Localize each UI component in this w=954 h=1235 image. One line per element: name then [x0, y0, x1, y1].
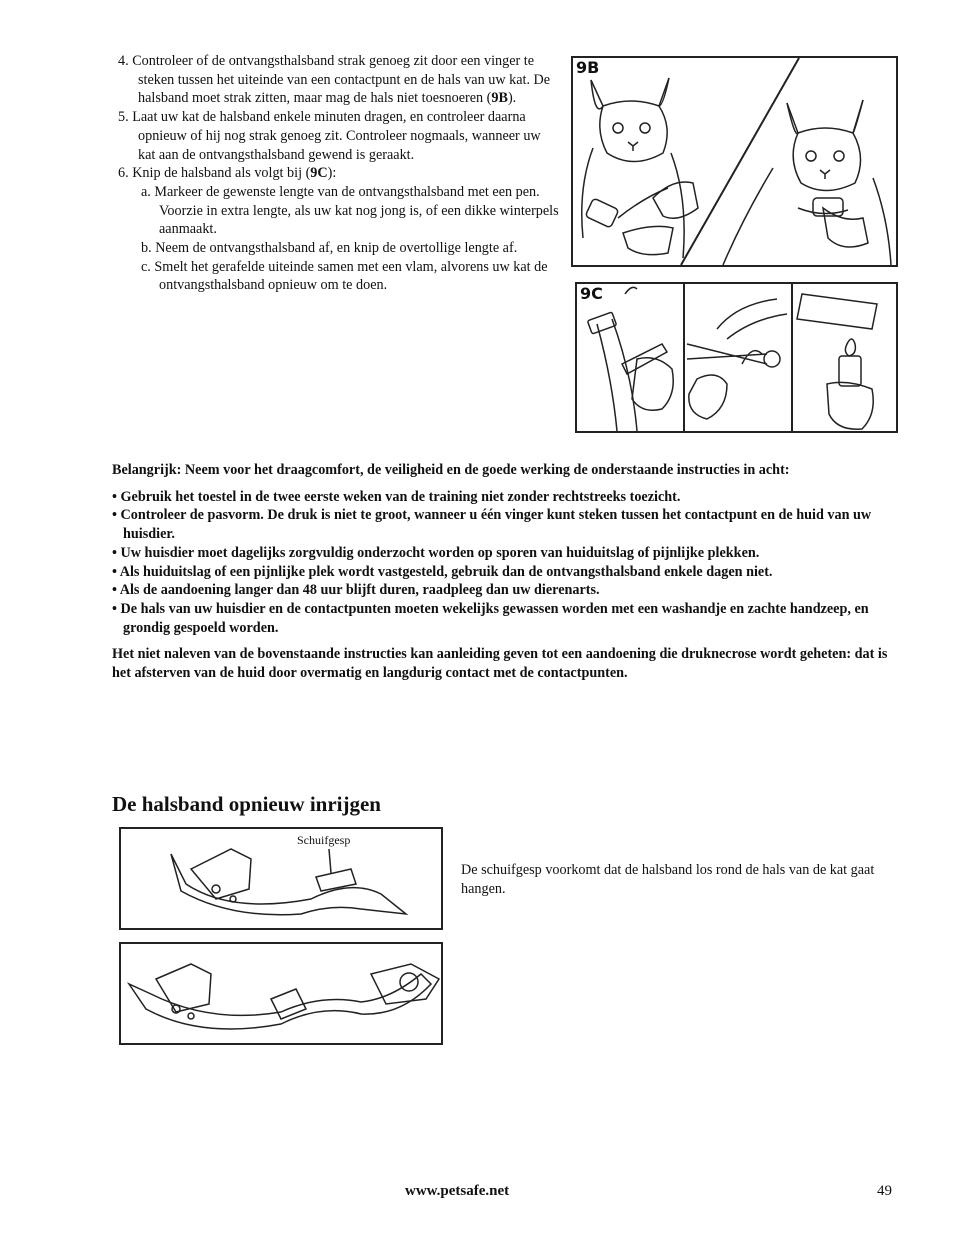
buckle-label: Schuifgesp — [297, 833, 351, 847]
list-item: • Uw huisdier moet dagelijks zorgvuldig onderzocht worden op sporen van huiduitslag of pijnlijke plekken. — [112, 544, 902, 563]
footer-url: www.petsafe.net — [405, 1183, 510, 1199]
instruction-steps — [110, 52, 560, 295]
list-item: • Controleer de pasvorm. De druk is niet te groot, wanneer u één vinger kunt steken tussen het contactpunt en de huid van uw huisdier. — [112, 506, 902, 543]
instruction-substep — [110, 183, 560, 239]
figure-9c-label: 9C — [580, 284, 603, 303]
collar-with-receiver-illustration — [121, 944, 441, 1043]
buckle-caption: De schuifgesp voorkomt dat de halsband los rond de hals van de kat gaat hangen. — [461, 862, 875, 897]
collar-with-buckle-illustration — [121, 829, 441, 928]
pressure-necrosis-warning: Het niet naleven van de bovenstaande instructies kan aanleiding geven tot een aandoening die druknecrose wordt geheten: dat is het afsterven van de huid door overmatig en langdurig contact met de contactpunten. — [112, 646, 888, 682]
figure-reference: 9C — [310, 165, 328, 182]
collar-receiver-figure — [119, 942, 443, 1045]
list-item: • Gebruik het toestel in de twee eerste weken van de training niet zonder rechtstreeks toezicht. — [112, 488, 902, 507]
list-item: • Als de aandoening langer dan 48 uur blijft duren, raadpleeg dan uw dierenarts. — [112, 581, 902, 600]
list-item: • De hals van uw huisdier en de contactpunten moeten wekelijks gewassen worden met een washandje en zachte handzeep, en grondig gespoeld worden. — [112, 600, 902, 637]
figure-9c — [575, 282, 898, 433]
figure-9b — [571, 56, 898, 267]
instruction-step — [110, 52, 560, 108]
instruction-step — [110, 164, 560, 183]
step-text: 5. Laat uw kat de halsband enkele minuten dragen, en controleer daarna opnieuw of hij nog strak genoeg zit. Controleer nogmaals, wanneer uw kat aan de ontvangsthalsband gewend is geraakt. — [118, 109, 541, 163]
list-item: • Als huiduitslag of een pijnlijke plek wordt vastgesteld, gebruik dan de ontvangsthalsband enkele dagen niet. — [112, 563, 902, 582]
step-text: b. Neem de ontvangsthalsband af, en knip de overtollige lengte af. — [141, 240, 518, 257]
step-text: 6. Knip de halsband als volgt bij ( — [118, 165, 311, 182]
instruction-step — [110, 108, 560, 164]
important-notes — [112, 461, 902, 683]
step-text: c. Smelt het gerafelde uiteinde samen met een vlam, alvorens uw kat de ontvangsthalsband opnieuw om te doen. — [141, 258, 548, 294]
instruction-substep — [110, 258, 560, 295]
cat-collar-fit-illustration — [573, 58, 896, 265]
page-number: 49 — [877, 1183, 892, 1199]
collar-trim-illustration — [577, 284, 896, 431]
figure-reference: 9B — [491, 90, 508, 107]
section-heading: De halsband opnieuw inrijgen — [112, 792, 381, 816]
collar-buckle-figure — [119, 827, 443, 930]
important-bullet-list — [112, 488, 902, 638]
figure-9b-label: 9B — [576, 58, 600, 77]
important-lead: Belangrijk: Neem voor het draagcomfort, de veiligheid en de goede werking de onderstaande instructies in acht: — [112, 462, 790, 478]
instruction-substep — [110, 239, 560, 258]
step-text: ). — [507, 90, 517, 107]
step-text: ): — [327, 165, 337, 182]
step-text: a. Markeer de gewenste lengte van de ontvangsthalsband met een pen. Voorzie in extra lengte, als uw kat nog jong is, of een dikke winterpels aanmaakt. — [141, 183, 559, 238]
step-text: 4. Controleer of de ontvangsthalsband strak genoeg zit door een vinger te steken tussen het uiteinde van een contactpunt en de hals van uw kat. De halsband moet strak zitten, maar mag de hals niet toesnoeren ( — [118, 53, 551, 107]
